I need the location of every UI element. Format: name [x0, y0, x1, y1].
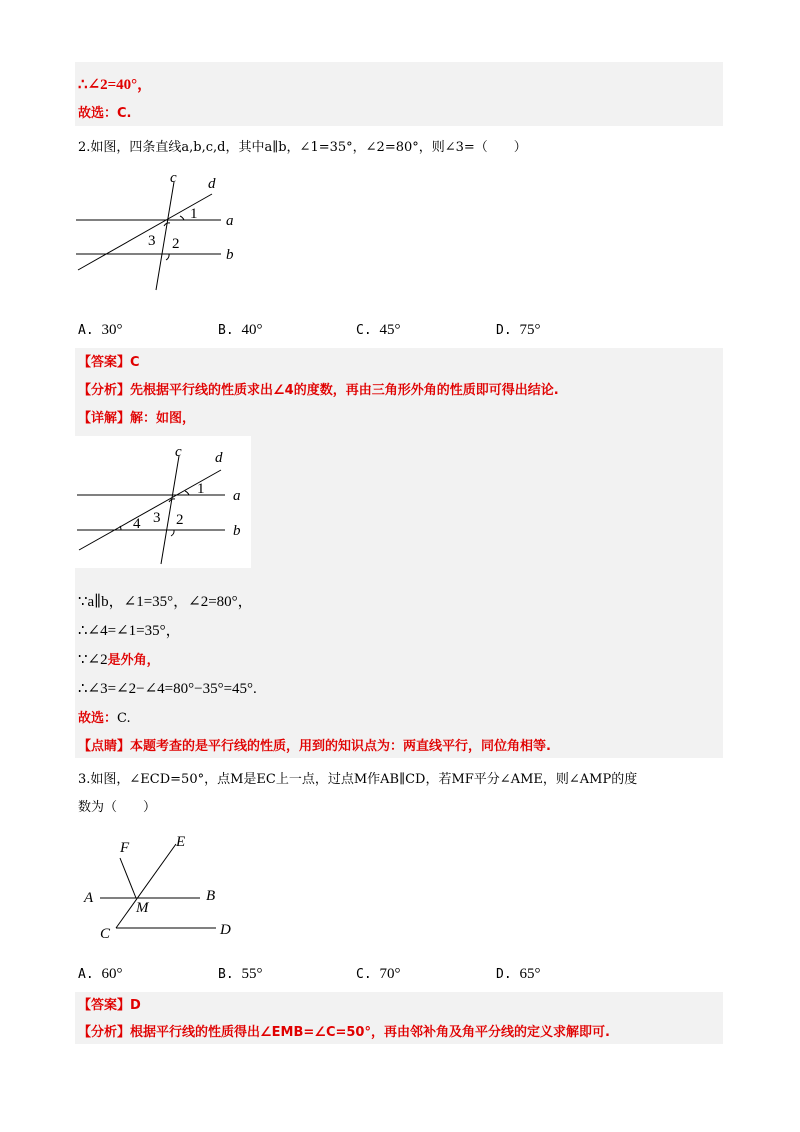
label-C: C	[100, 926, 111, 942]
label-E: E	[176, 834, 186, 850]
label-A: A	[84, 890, 94, 906]
q2-step-3: ∵∠2是外角，	[78, 652, 160, 668]
q2-step-1: ∵a∥b，∠1=35°，∠2=80°，	[78, 594, 253, 610]
q2-answer: 【答案】C	[78, 355, 140, 370]
q2-option-c: C. 45°	[356, 322, 401, 338]
q3-option-a: A. 60°	[78, 966, 123, 982]
q2-analysis: 【分析】先根据平行线的性质求出∠4的度数，再由三角形外角的性质即可得出结论.	[78, 383, 559, 398]
q2-detail: 【详解】解：如图，	[78, 411, 196, 426]
q2-figure	[76, 170, 256, 295]
prev-answer-line: 故选：C.	[78, 106, 132, 121]
label-1: 1	[190, 206, 198, 222]
ray-mf	[120, 858, 136, 898]
q3-figure	[80, 830, 250, 945]
label-b: b	[233, 523, 241, 539]
label-a: a	[233, 488, 241, 504]
prev-therefore-line: ∴∠2=40°，	[78, 77, 153, 93]
prev-solution-block	[75, 62, 723, 126]
q2-option-a: A. 30°	[78, 322, 123, 338]
label-3: 3	[148, 233, 156, 249]
q3-stem-line2: 数为（ ）	[78, 800, 157, 815]
q2-detail-figure	[75, 436, 251, 568]
q2-comment: 【点睛】本题考查的是平行线的性质，用到的知识点为：两直线平行，同位角相等.	[78, 739, 551, 754]
q2-stem: 2.如图，四条直线a,b,c,d，其中a∥b，∠1=35°，∠2=80°，则∠3=（ ）	[78, 140, 527, 155]
label-d: d	[215, 450, 223, 466]
q2-step-2: ∴∠4=∠1=35°，	[78, 623, 181, 639]
label-F: F	[120, 840, 130, 856]
q2-step-4: ∴∠3=∠2−∠4=80°−35°=45°.	[78, 681, 257, 697]
label-B: B	[206, 888, 216, 904]
q3-answer: 【答案】D	[78, 998, 141, 1013]
label-1: 1	[197, 481, 205, 497]
q3-option-d: D. 65°	[496, 966, 541, 982]
q3-option-c: C. 70°	[356, 966, 401, 982]
label-2: 2	[172, 236, 180, 252]
label-c: c	[175, 444, 182, 460]
q2-option-b: B. 40°	[218, 322, 263, 338]
label-a: a	[226, 213, 234, 229]
label-2: 2	[176, 512, 184, 528]
label-D: D	[220, 922, 231, 938]
label-3: 3	[153, 510, 161, 526]
q3-stem-line1: 3.如图，∠ECD=50°，点M是EC上一点，过点M作AB∥CD，若MF平分∠AME，则∠AMP的度	[78, 772, 638, 787]
label-4: 4	[133, 516, 141, 532]
label-c: c	[170, 170, 177, 186]
label-M: M	[136, 900, 149, 916]
q2-choose: 故选：C.	[78, 711, 131, 726]
q2-option-d: D. 75°	[496, 322, 541, 338]
label-d: d	[208, 176, 216, 192]
label-b: b	[226, 247, 234, 263]
q3-analysis: 【分析】根据平行线的性质得出∠EMB=∠C=50°，再由邻补角及角平分线的定义求解即可.	[78, 1025, 610, 1040]
q3-option-b: B. 55°	[218, 966, 263, 982]
